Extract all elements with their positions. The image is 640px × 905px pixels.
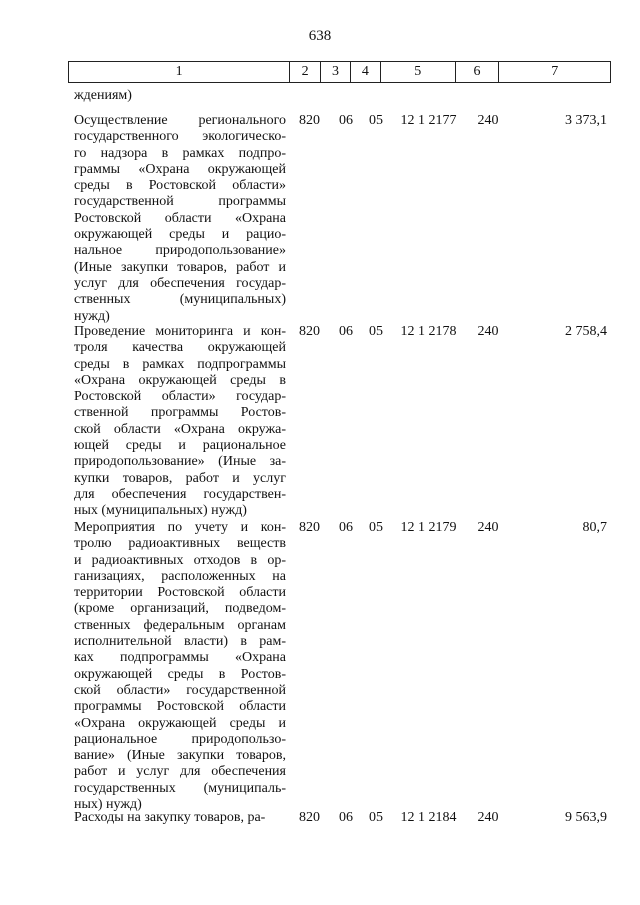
description-line: окружающей среды в Ростов- (74, 666, 286, 682)
description-line: нужд) (74, 308, 110, 324)
cell-col2: 820 (299, 520, 320, 535)
cell-col4: 05 (369, 324, 383, 339)
description-line: нальное природопользование» (74, 243, 286, 259)
description-line: (кроме организаций, подведом- (74, 601, 286, 617)
description-line: ках подпрограммы «Охрана (74, 650, 286, 666)
description-line: ных) нужд) (74, 797, 142, 813)
description-line: рациональное природопользо- (74, 731, 286, 747)
cell-col6: 240 (477, 810, 499, 825)
cell-col2: 820 (299, 810, 320, 825)
cell-col6: 240 (477, 113, 499, 128)
description-line: Ростовской области» государ- (74, 389, 286, 405)
description-line: «Охрана окружающей среды в (74, 372, 286, 388)
description-line: и радиоактивных отходов в ор- (74, 552, 286, 568)
description-line: ных (муниципальных) нужд) (74, 503, 247, 519)
cell-col7: 3 373,1 (565, 113, 607, 128)
cell-col5: 12 1 2179 (400, 520, 457, 535)
description-line: ской области «Охрана окружа- (74, 421, 286, 437)
cell-col4: 05 (369, 113, 383, 128)
description-line: Осуществление регионального (74, 113, 286, 128)
page-number: 638 (308, 28, 332, 44)
description-line: троля качества окружающей (74, 340, 286, 356)
description-line: среды в Ростовской области» (74, 178, 286, 194)
cell-col2: 820 (299, 113, 320, 128)
header-col-5: 5 (381, 62, 456, 82)
header-col-4: 4 (351, 62, 381, 82)
cell-col2: 820 (299, 324, 320, 339)
description-line: Ростовской области «Охрана (74, 210, 286, 226)
description-line: ганизациях, расположенных на (74, 568, 286, 584)
header-col-7: 7 (551, 64, 559, 79)
description-line: Проведение мониторинга и кон- (74, 324, 286, 339)
row-description (74, 113, 286, 325)
description-line: государственной программы (74, 194, 286, 210)
description-line: программы Ростовской области (74, 699, 286, 715)
continuation-text: ждениям) (74, 88, 132, 103)
description-line: ственных федеральным органам (74, 617, 286, 633)
description-line: работ и услуг для обеспечения (74, 764, 286, 780)
description-line: государственных (муниципаль- (74, 780, 286, 796)
description-line: ственных (муниципальных) (74, 292, 286, 308)
description-line: граммы «Охрана окружающей (74, 161, 286, 177)
description-line: государственного экологическо- (74, 129, 286, 145)
cell-col3: 06 (339, 810, 353, 825)
row-description (74, 520, 286, 813)
description-line: Мероприятия по учету и кон- (74, 520, 286, 535)
description-line: исполнительной власти) в рам- (74, 634, 286, 650)
description-line: для обеспечения государствен- (74, 486, 286, 502)
cell-col3: 06 (339, 520, 353, 535)
header-col-2: 2 (290, 62, 321, 82)
cell-col6: 240 (477, 520, 499, 535)
cell-col4: 05 (369, 520, 383, 535)
description-line: (Иные закупки товаров, работ и (74, 259, 286, 275)
description-line: услуг для обеспечения государ- (74, 275, 286, 291)
description-line: ской области» государственной (74, 682, 286, 698)
cell-col3: 06 (339, 113, 353, 128)
table-header (68, 61, 611, 83)
cell-col7: 80,7 (582, 520, 607, 535)
description-line: территории Ростовской области (74, 585, 286, 601)
description-line: ственной программы Ростов- (74, 405, 286, 421)
description-line: «Охрана окружающей среды и (74, 715, 286, 731)
cell-col6: 240 (477, 324, 499, 339)
cell-col7: 9 563,9 (565, 810, 607, 825)
description-line: Расходы на закупку товаров, ра- (74, 810, 266, 825)
description-line: природопользование» (Иные за- (74, 454, 286, 470)
description-line: среды в рамках подпрограммы (74, 356, 286, 372)
cell-col5: 12 1 2177 (400, 113, 457, 128)
cell-col5: 12 1 2178 (400, 324, 457, 339)
description-line: купки товаров, работ и услуг (74, 470, 286, 486)
description-line: вание» (Иные закупки товаров, (74, 748, 286, 764)
description-line: тролю радиоактивных веществ (74, 536, 286, 552)
row-description (74, 324, 286, 520)
header-col-3: 3 (321, 62, 351, 82)
cell-col4: 05 (369, 810, 383, 825)
header-col-1: 1 (69, 62, 290, 82)
description-line: ющей среды и рациональное (74, 438, 286, 454)
description-line: окружающей среды и рацио- (74, 227, 286, 243)
header-col-6: 6 (456, 62, 500, 82)
cell-col7: 2 758,4 (565, 324, 607, 339)
cell-col3: 06 (339, 324, 353, 339)
cell-col5: 12 1 2184 (400, 810, 457, 825)
description-line: го надзора в рамках подпро- (74, 145, 286, 161)
row-description (74, 810, 286, 826)
